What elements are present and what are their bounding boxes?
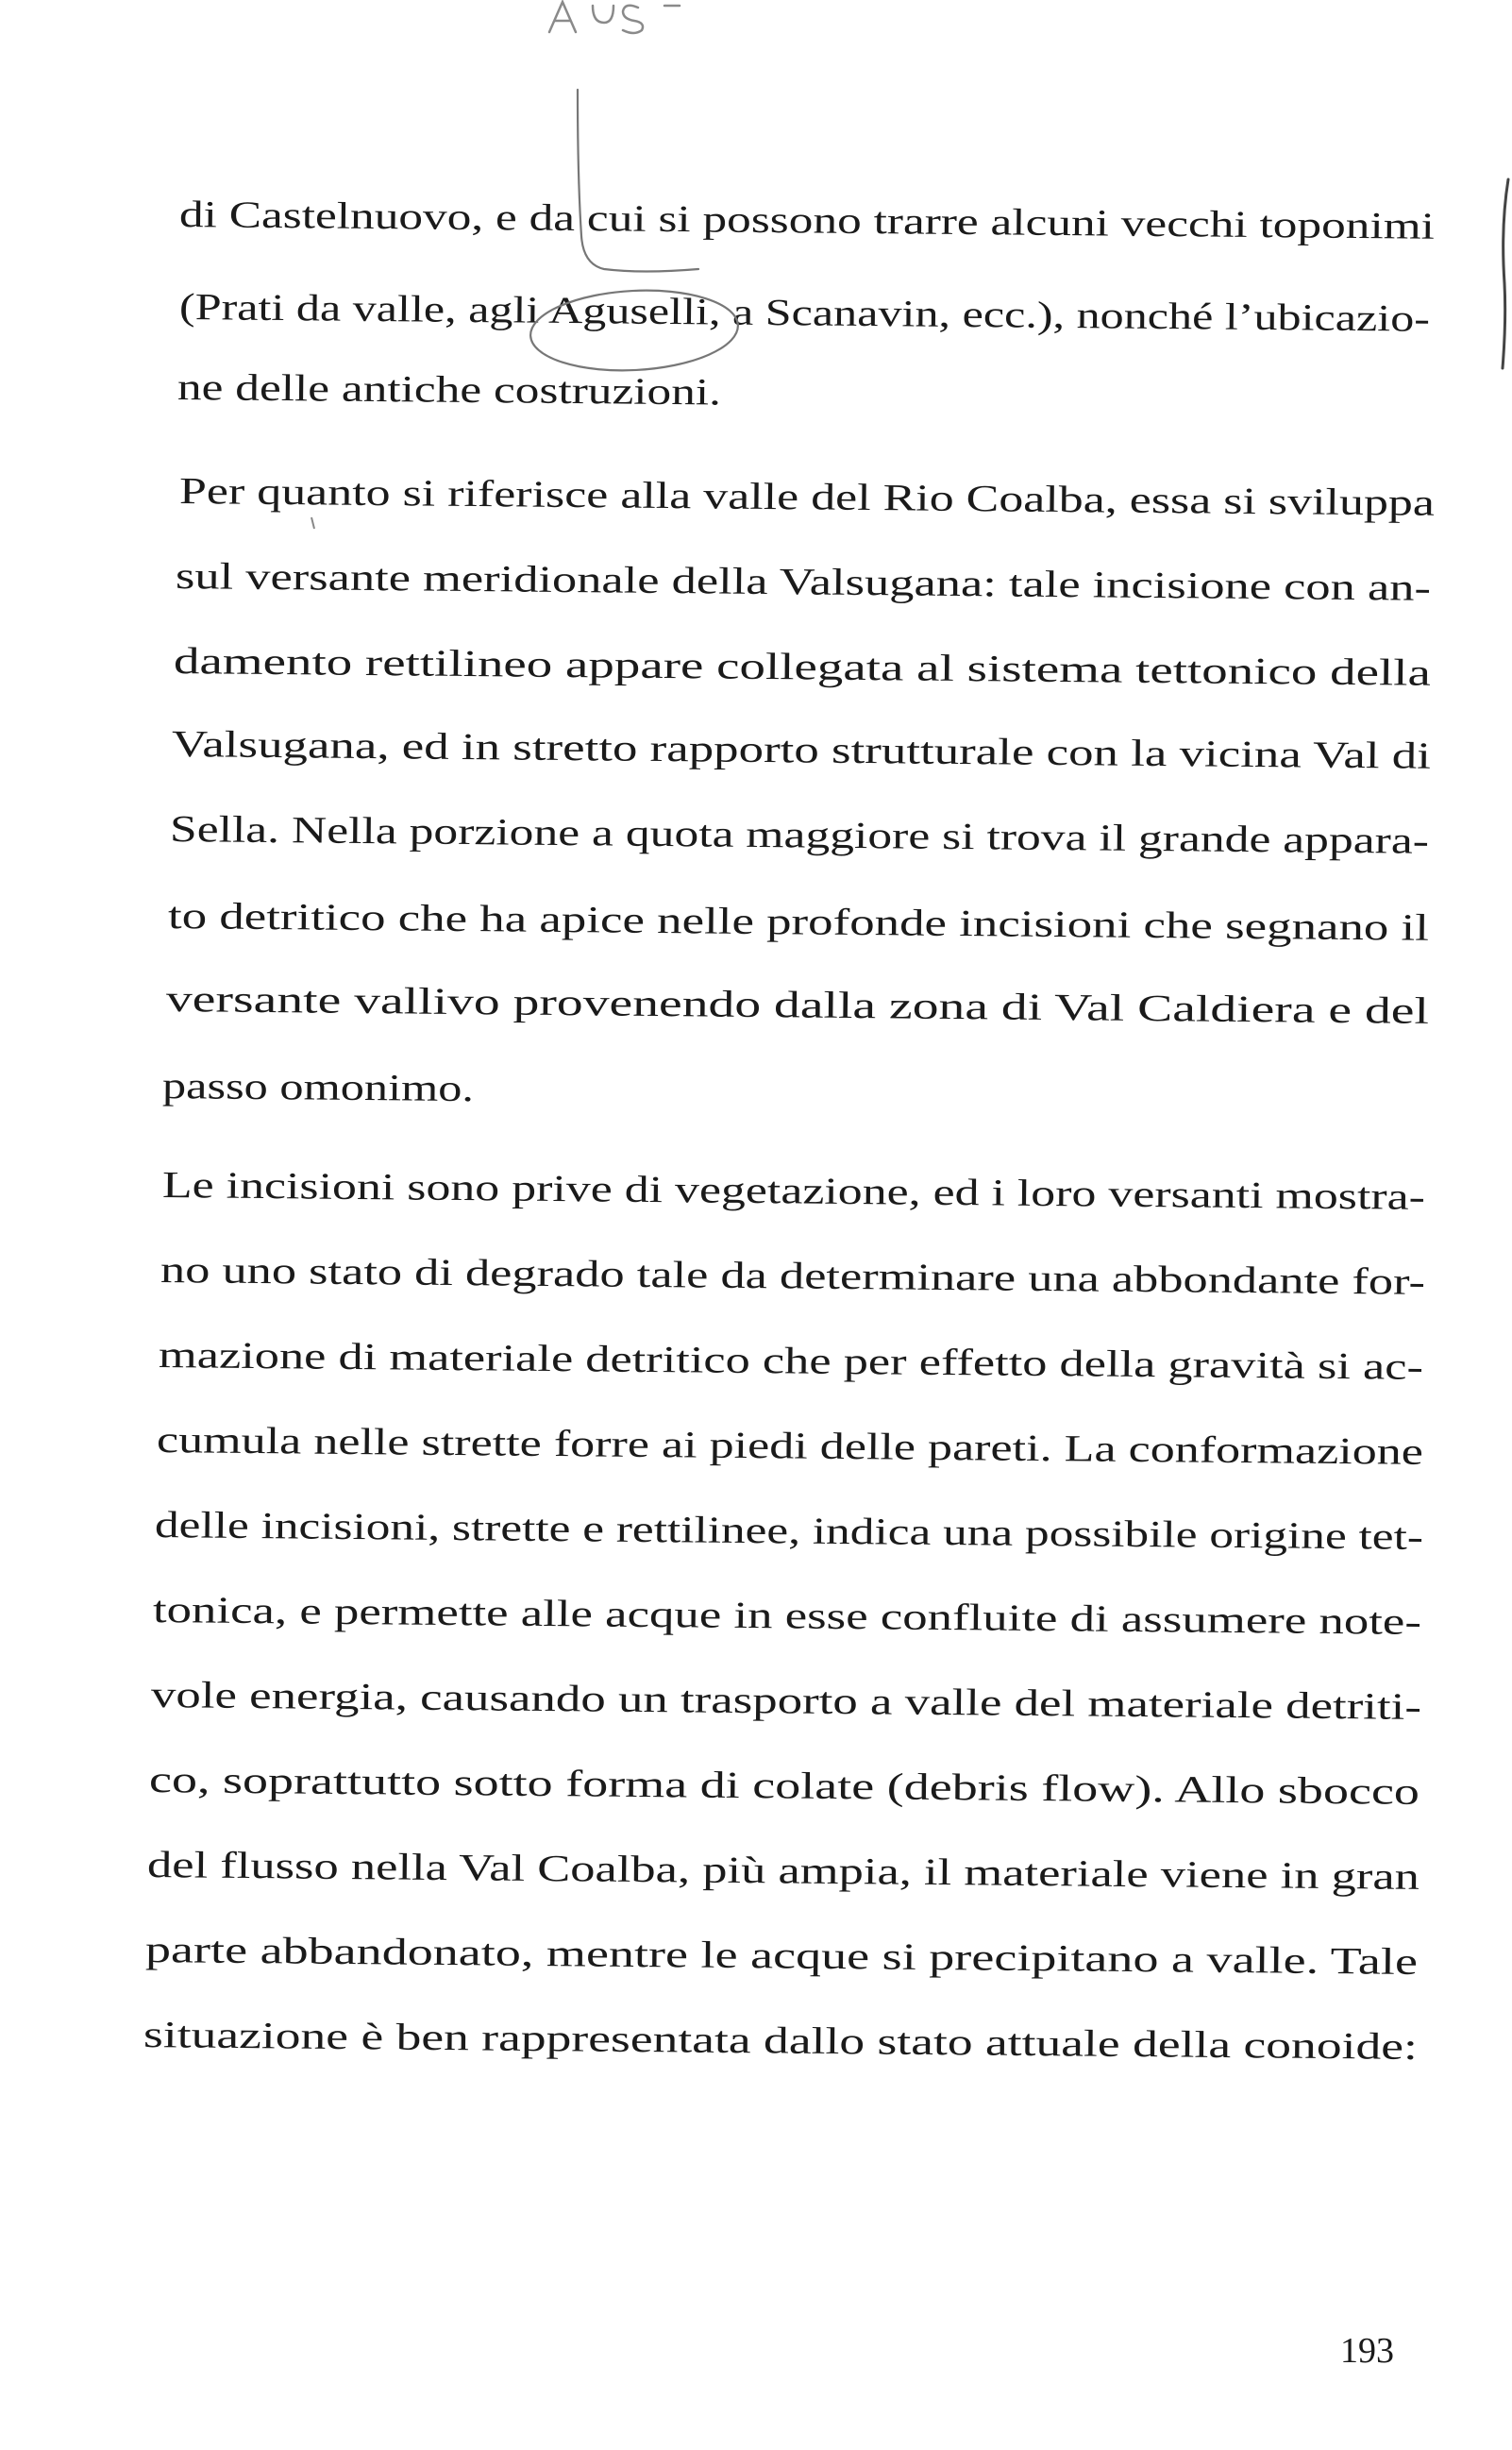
text-line-content: damento rettilineo appare collegata al sistema tettonico della — [173, 639, 1432, 694]
text-line — [0, 1237, 1512, 1303]
text-line-content: Le incisioni sono prive di vegetazione, ed i loro versanti mostra- — [161, 1163, 1426, 1218]
text-line — [0, 1662, 1512, 1728]
text-line — [0, 1577, 1512, 1643]
text-line-content: sul versante meridionale della Valsugana: tale incisione con an- — [175, 554, 1432, 609]
text-line-content: del flusso nella Val Coalba, più ampia, il materiale viene in gran — [146, 1843, 1420, 1898]
text-line — [0, 354, 1512, 420]
text-line-content: versante vallivo provenendo dalla zona di Val Caldiera e del — [165, 977, 1430, 1032]
text-line-content: delle incisioni, strette e rettilinee, indica una possibile origine tet- — [154, 1503, 1424, 1558]
page-number: 193 — [1340, 2331, 1394, 2371]
text-line — [0, 543, 1512, 609]
text-line — [0, 181, 1512, 247]
text-line-content: tonica, e permette alle acque in esse confluite di assumere note- — [152, 1588, 1422, 1643]
text-line-content: Per quanto si riferisce alla valle del Rio Coalba, essa si sviluppa — [178, 469, 1436, 524]
text-line — [0, 1747, 1512, 1813]
text-line-content: situazione è ben rappresentata dallo stato attuale della conoide: — [143, 2013, 1419, 2068]
text-line-content: di Castelnuovo, e da cui si possono trarre alcuni vecchi toponimi — [178, 193, 1436, 247]
text-line — [0, 796, 1512, 862]
text-line — [0, 458, 1512, 524]
text-line — [0, 1152, 1512, 1218]
handwritten-note-mark — [549, 2, 680, 33]
text-line — [0, 966, 1512, 1032]
text-line — [0, 628, 1512, 694]
text-line-content: to detritico che ha apice nelle profonde incisioni che segnano il — [167, 894, 1430, 949]
text-line-content: Sella. Nella porzione a quota maggiore si trova il grande appara- — [169, 807, 1430, 862]
text-line — [0, 1407, 1512, 1473]
text-line-content: parte abbandonato, mentre le acque si precipitano a valle. Tale — [144, 1928, 1419, 1983]
text-line-content: no uno stato di degrado tale da determinare una abbondante for- — [160, 1248, 1426, 1303]
text-line-content: Valsugana, ed in stretto rapporto strutturale con la vicina Val di — [171, 722, 1432, 777]
text-line — [0, 1053, 1512, 1119]
text-line — [0, 1832, 1512, 1898]
text-line — [0, 883, 1512, 949]
text-line-content: vole energia, causando un trasporto a valle del materiale detriti- — [150, 1673, 1422, 1728]
text-line — [0, 274, 1512, 340]
text-line-content: mazione di materiale detritico che per effetto della gravità si ac- — [158, 1333, 1424, 1388]
text-line — [0, 711, 1512, 777]
text-line-content: passo omonimo. — [161, 1064, 475, 1110]
text-line-content: ne delle antiche costruzioni. — [176, 365, 722, 414]
text-line-content: co, soprattutto sotto forma di colate (debris flow). Allo sbocco — [148, 1758, 1420, 1813]
text-line-content: cumula nelle strette forre ai piedi delle pareti. La conformazione — [156, 1418, 1424, 1473]
text-line — [0, 2002, 1512, 2068]
text-line-content: (Prati da valle, agli Aguselli, a Scanavin, ecc.), nonché l’ubicazio- — [178, 285, 1431, 340]
text-line — [0, 1492, 1512, 1558]
text-line — [0, 1322, 1512, 1388]
text-line — [0, 1917, 1512, 1983]
